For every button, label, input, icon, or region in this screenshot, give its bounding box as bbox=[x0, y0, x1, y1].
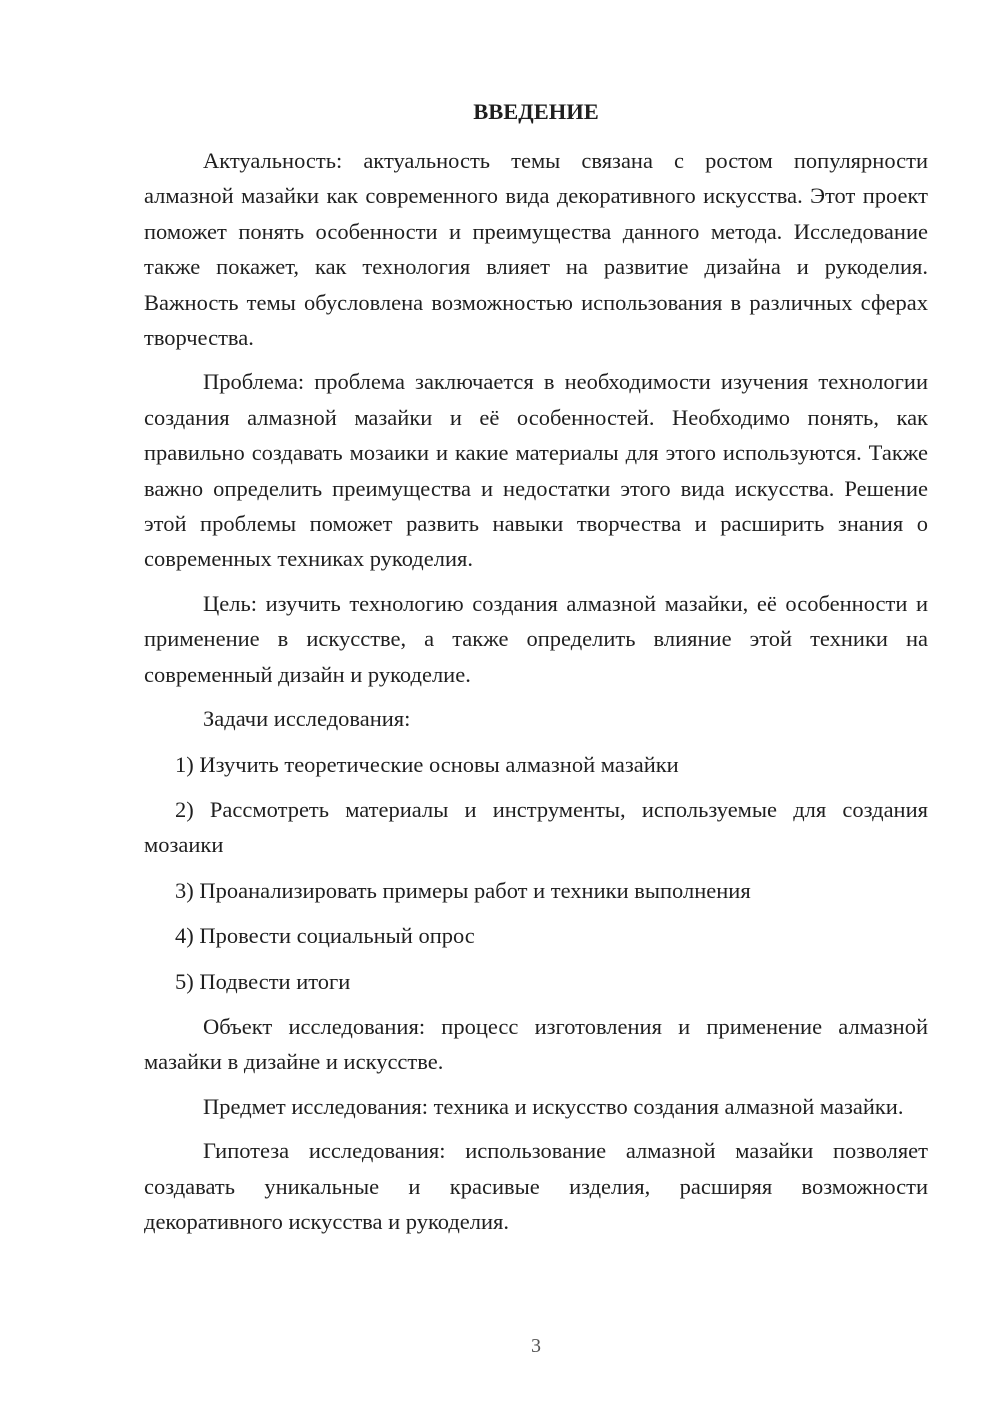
paragraph-hypothesis: Гипотеза исследования: использование алмазной мазайки позволяет создавать уникальные и красивые изделия, расширяя возможности декоративного искусства и рукоделия. bbox=[144, 1138, 928, 1234]
page-title: ВВЕДЕНИЕ bbox=[473, 99, 599, 124]
task-item-2: 2) Рассмотреть материалы и инструменты, используемые для создания мозаики bbox=[144, 796, 928, 858]
paragraph-subject: Предмет исследования: техника и искусство создания алмазной мазайки. bbox=[203, 1093, 904, 1119]
paragraph-relevance: Актуальность: актуальность темы связана с ростом популярности алмазной мазайки как современного вида декоративного искусства. Этот проект поможет понять особенности и преимущества данного метода. Исследование также покажет, как технология влияет на развитие дизайна и рукоделия. Важность темы обусловлена возможностью использования в различных сферах творчества. bbox=[144, 148, 928, 351]
paragraph-goal: Цель: изучить технологию создания алмазной мазайки, её особенности и применение в искусстве, а также определить влияние этой техники на современный дизайн и рукоделие. bbox=[144, 590, 928, 687]
paragraph-object: Объект исследования: процесс изготовления и применение алмазной мазайки в дизайне и искусстве. bbox=[144, 1013, 928, 1075]
page-number: 3 bbox=[531, 1335, 541, 1357]
paragraph-problem: Проблема: проблема заключается в необходимости изучения технологии создания алмазной мазайки и её особенностей. Необходимо понять, как правильно создавать мозаики и какие материалы для этого используются. Также важно определить преимущества и недостатки этого вида искусства. Решение этой проблемы поможет развить навыки творчества и расширить знания о современных техниках рукоделия. bbox=[144, 369, 928, 572]
task-item-1: 1) Изучить теоретические основы алмазной мазайки bbox=[175, 751, 679, 777]
task-item-3: 3) Проанализировать примеры работ и техники выполнения bbox=[175, 877, 751, 903]
task-item-4: 4) Провести социальный опрос bbox=[175, 923, 475, 949]
task-item-5: 5) Подвести итоги bbox=[175, 968, 351, 994]
page-content bbox=[144, 94, 928, 1248]
tasks-heading: Задачи исследования: bbox=[203, 706, 411, 732]
